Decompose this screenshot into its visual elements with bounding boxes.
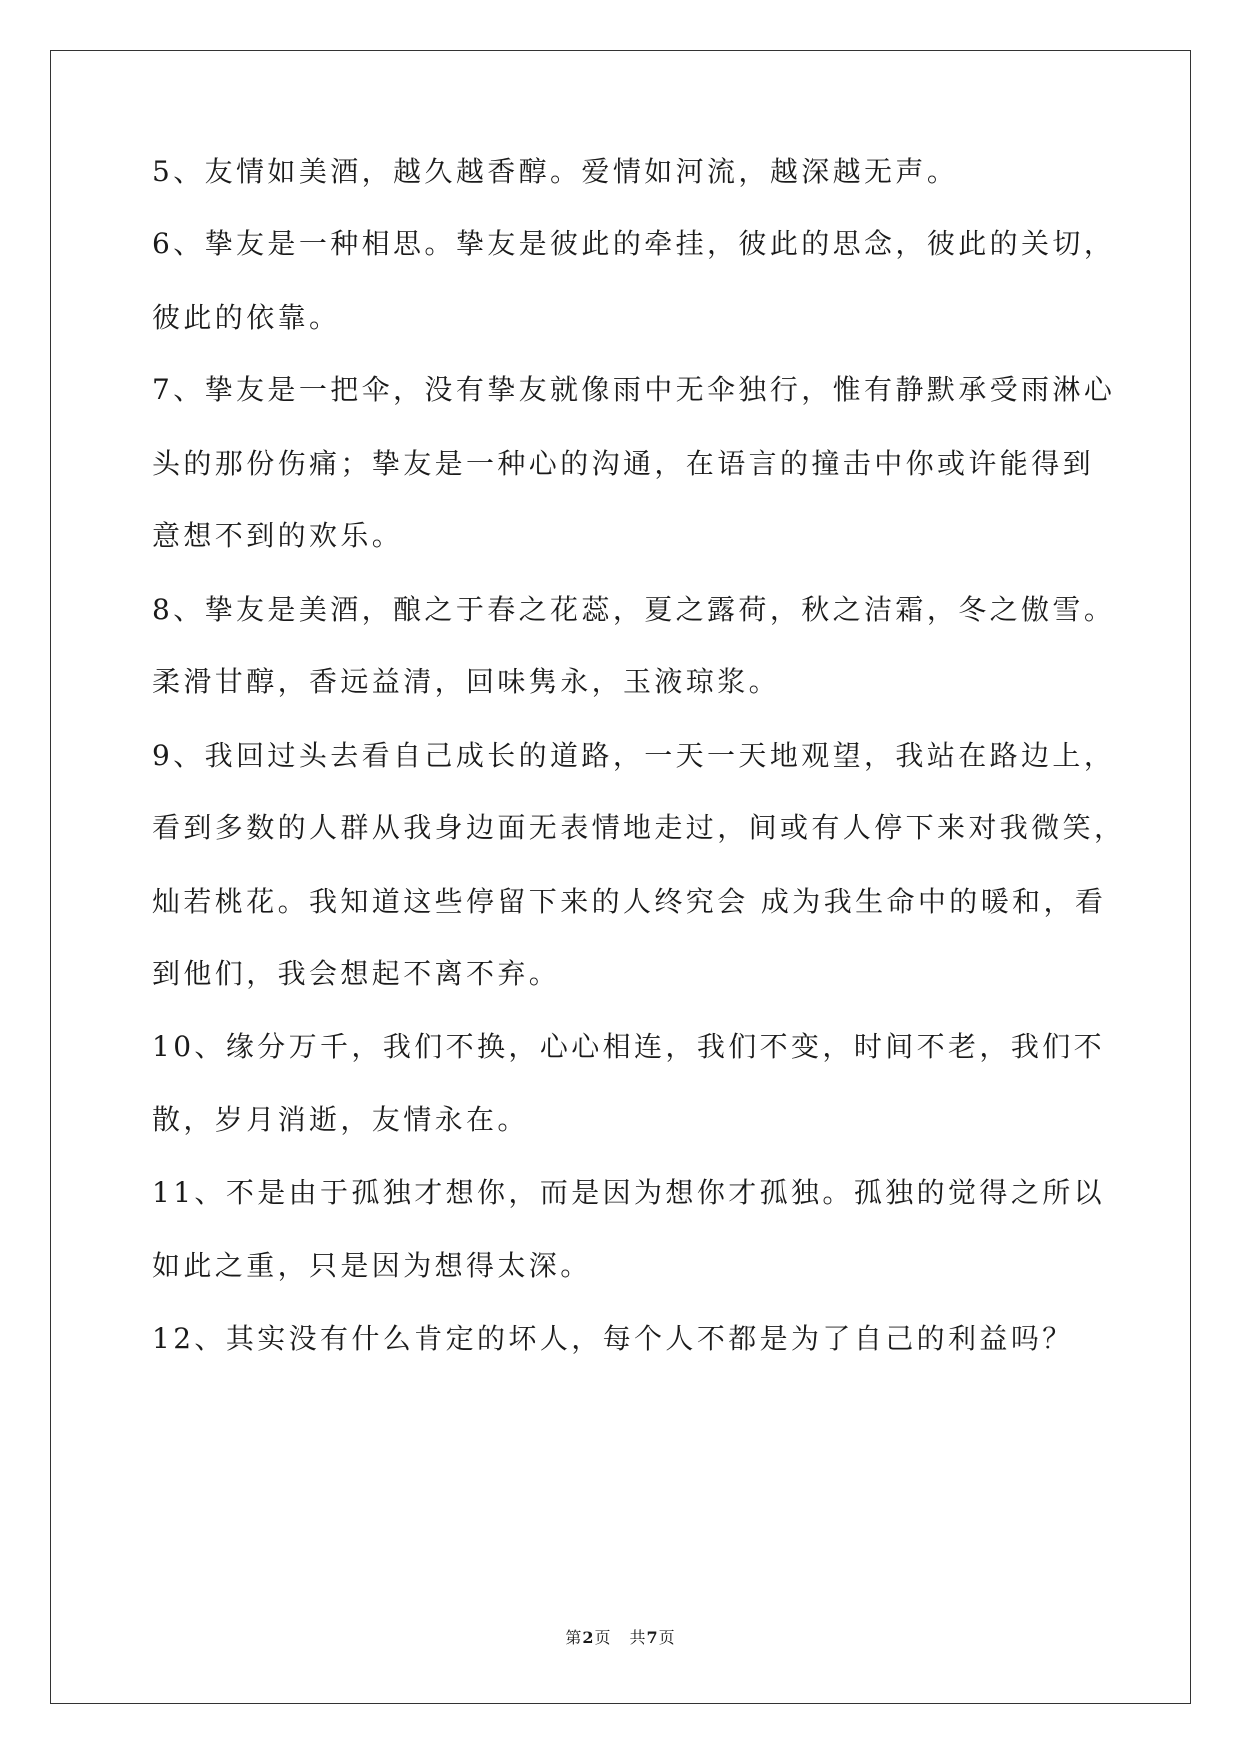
text-line: 8、挚友是美酒，酿之于春之花蕊，夏之露荷，秋之洁霜，冬之傲雪。 <box>152 593 1116 626</box>
text-line: 7、挚友是一把伞，没有挚友就像雨中无伞独行，惟有静默承受雨淋心 <box>152 373 1116 406</box>
text-line: 如此之重，只是因为想得太深。 <box>152 1249 592 1282</box>
text-line: 散，岁月消逝，友情永在。 <box>152 1103 529 1136</box>
text-line: 看到多数的人群从我身边面无表情地走过，间或有人停下来对我微笑， <box>152 811 1126 844</box>
page-footer <box>0 1627 1241 1649</box>
text-line: 9、我回过头去看自己成长的道路，一天一天地观望，我站在路边上， <box>152 739 1116 772</box>
text-line: 柔滑甘醇，香远益清，回味隽永，玉液琼浆。 <box>152 665 781 698</box>
page-suffix: 页 <box>594 1628 612 1647</box>
text-line: 11、不是由于孤独才想你，而是因为想你才孤独。孤独的觉得之所以 <box>152 1176 1106 1209</box>
text-line: 5、友情如美酒，越久越香醇。爱情如河流，越深越无声。 <box>152 155 959 188</box>
text-line: 12、其实没有什么肯定的坏人，每个人不都是为了自己的利益吗？ <box>152 1322 1074 1355</box>
text-line: 10、缘分万千，我们不换，心心相连，我们不变，时间不老，我们不 <box>152 1030 1106 1063</box>
text-line: 到他们，我会想起不离不弃。 <box>152 957 561 990</box>
text-line: 头的那份伤痛；挚友是一种心的沟通，在语言的撞击中你或许能得到 <box>152 447 1095 480</box>
text-line: 彼此的依靠。 <box>152 301 341 334</box>
page-prefix: 第 <box>565 1628 583 1647</box>
text-line: 意想不到的欢乐。 <box>152 519 404 552</box>
total-prefix: 共 <box>629 1628 647 1647</box>
text-line: 灿若桃花。我知道这些停留下来的人终究会 成为我生命中的暖和，看 <box>152 885 1107 918</box>
text-line: 6、挚友是一种相思。挚友是彼此的牵挂，彼此的思念，彼此的关切， <box>152 227 1116 260</box>
total-suffix: 页 <box>658 1628 676 1647</box>
total-page-number: 7 <box>646 1628 659 1647</box>
current-page-number: 2 <box>582 1628 595 1647</box>
